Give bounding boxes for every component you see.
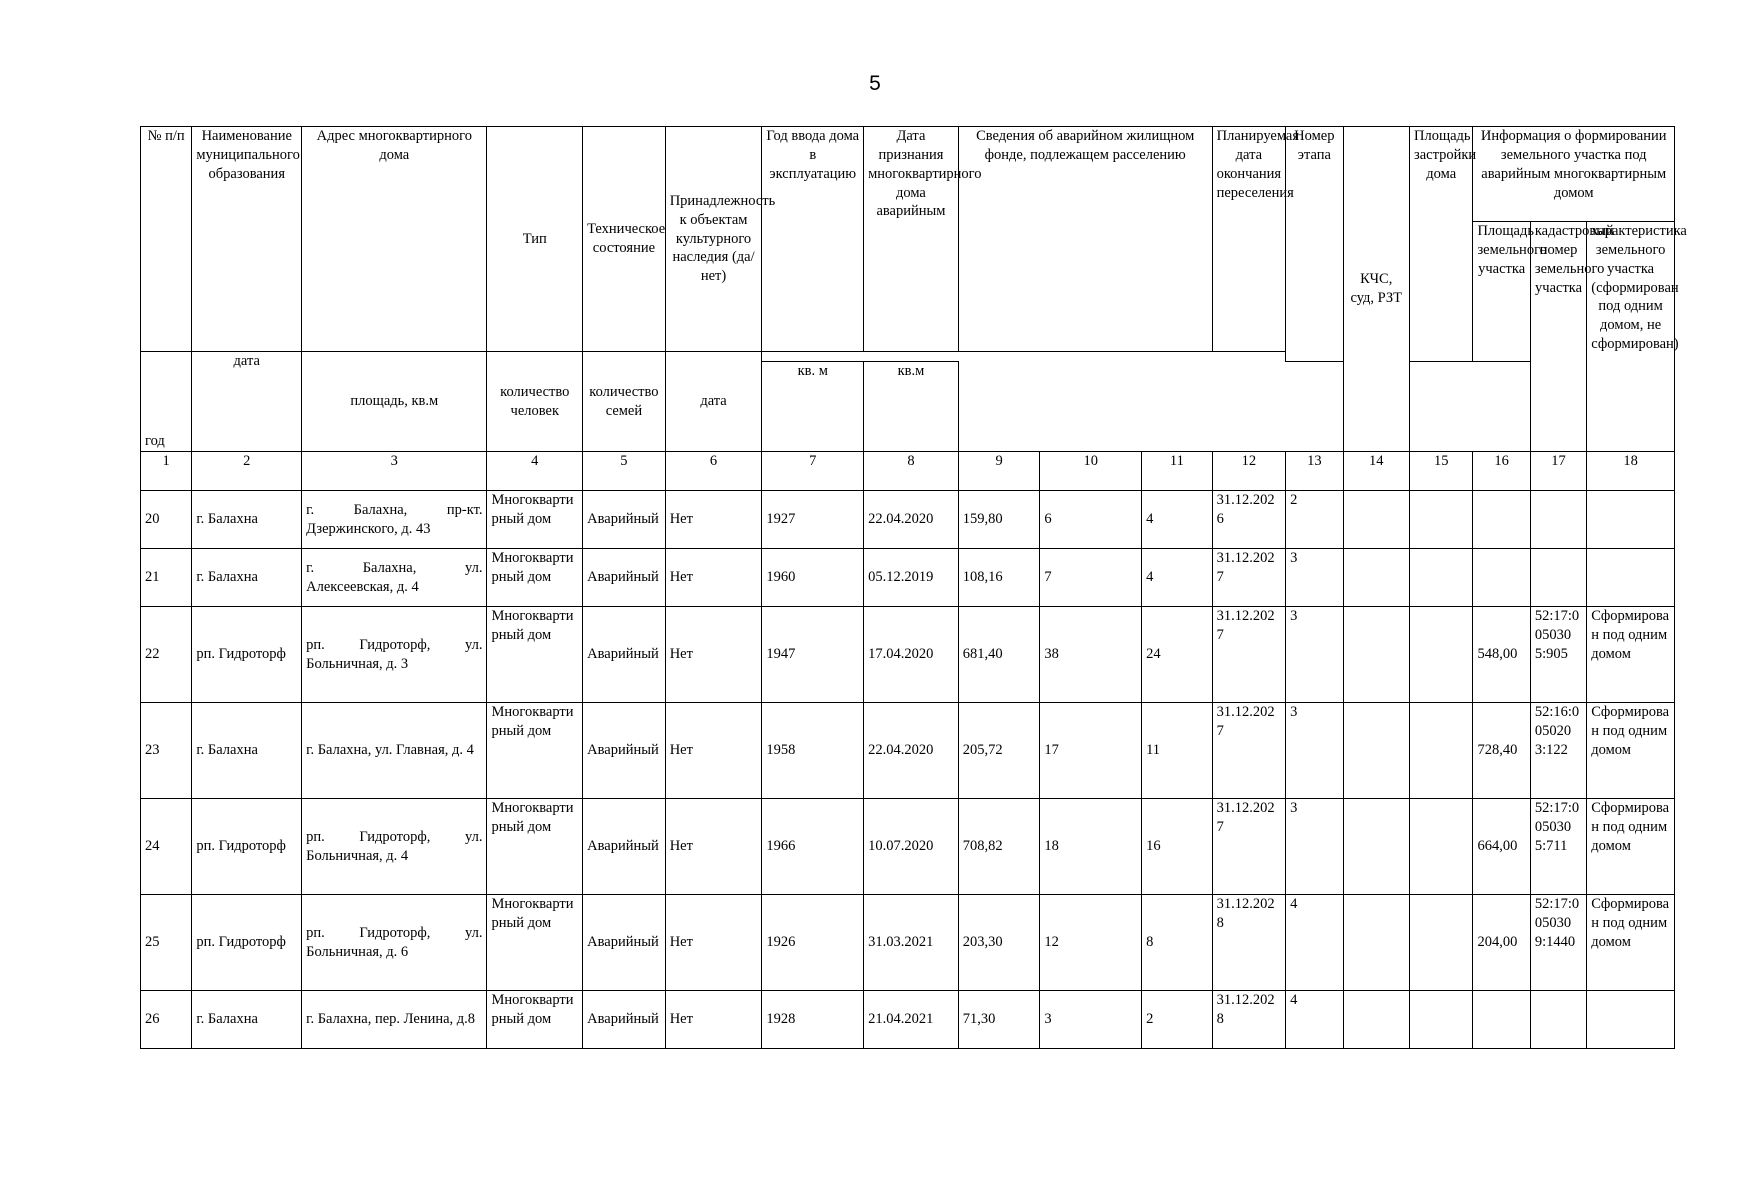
cell-planned-date: 31.12.2027 <box>1212 607 1286 703</box>
cell-people-count: 6 <box>1040 491 1142 549</box>
column-number: 2 <box>192 452 302 491</box>
cell-people-count: 3 <box>1040 991 1142 1049</box>
cell-condition: Аварийный <box>583 991 666 1049</box>
cell-row-number: 24 <box>141 799 192 895</box>
cell-living-area: 708,82 <box>958 799 1040 895</box>
header-cadastral: кадастровый номер земельного участка <box>1530 222 1586 452</box>
cell-year-built: 1927 <box>762 491 864 549</box>
cell-family-count: 11 <box>1142 703 1213 799</box>
cell-recognition-date: 10.07.2020 <box>864 799 959 895</box>
table-row <box>141 991 1675 1049</box>
cell-stage: 2 <box>1286 491 1343 549</box>
cell-stage: 4 <box>1286 991 1343 1049</box>
column-number: 18 <box>1587 452 1675 491</box>
header-planned: Планируемая дата окончания переселения <box>1212 127 1286 352</box>
cell-kchs <box>1343 703 1409 799</box>
table-row <box>141 607 1675 703</box>
cell-year-built: 1928 <box>762 991 864 1049</box>
table-row <box>141 549 1675 607</box>
cell-cadastral-number <box>1530 991 1586 1049</box>
column-number: 16 <box>1473 452 1530 491</box>
cell-land-area <box>1473 549 1530 607</box>
column-number: 4 <box>487 452 583 491</box>
cell-municipality: г. Балахна <box>192 491 302 549</box>
cell-heritage: Нет <box>665 549 762 607</box>
cell-planned-date: 31.12.2027 <box>1212 799 1286 895</box>
header-year: Год ввода дома в эксплуатацию <box>762 127 864 352</box>
header-land-info: Информация о формировании земельного участка под аварийным многоквартирным домом <box>1473 127 1675 222</box>
cell-heritage: Нет <box>665 991 762 1049</box>
cell-living-area: 159,80 <box>958 491 1040 549</box>
cell-build-area <box>1410 991 1473 1049</box>
cell-family-count: 8 <box>1142 895 1213 991</box>
header-build-area-unit: кв. м <box>762 362 864 452</box>
cell-house-type: Многоквартирный дом <box>487 491 583 549</box>
cell-house-type: Многоквартирный дом <box>487 799 583 895</box>
header-recog-date: Дата признания многоквартирного дома аварийным <box>864 127 959 352</box>
cell-people-count: 7 <box>1040 549 1142 607</box>
cell-living-area: 71,30 <box>958 991 1040 1049</box>
header-land-char: характеристика земельного участка (сформирован под одним домом, не сформирован) <box>1587 222 1675 452</box>
cell-condition: Аварийный <box>583 703 666 799</box>
column-number: 14 <box>1343 452 1409 491</box>
cell-land-area: 204,00 <box>1473 895 1530 991</box>
cell-stage: 4 <box>1286 895 1343 991</box>
cell-house-type: Многоквартирный дом <box>487 549 583 607</box>
table-row <box>141 799 1675 895</box>
cell-cadastral-number: 52:17:0050305:711 <box>1530 799 1586 895</box>
cell-municipality: г. Балахна <box>192 703 302 799</box>
cell-row-number: 26 <box>141 991 192 1049</box>
cell-people-count: 18 <box>1040 799 1142 895</box>
cell-build-area <box>1410 799 1473 895</box>
header-num: № п/п <box>141 127 192 352</box>
cell-municipality: г. Балахна <box>192 991 302 1049</box>
cell-kchs <box>1343 607 1409 703</box>
cell-planned-date: 31.12.2027 <box>1212 703 1286 799</box>
cell-year-built: 1960 <box>762 549 864 607</box>
cell-cadastral-number: 52:17:0050309:1440 <box>1530 895 1586 991</box>
header-type: Тип <box>487 127 583 352</box>
cell-land-area: 548,00 <box>1473 607 1530 703</box>
column-number: 15 <box>1410 452 1473 491</box>
cell-stage: 3 <box>1286 549 1343 607</box>
cell-kchs <box>1343 895 1409 991</box>
cell-year-built: 1947 <box>762 607 864 703</box>
header-people: количество человек <box>487 352 583 452</box>
header-recog-date-unit: дата <box>192 352 302 452</box>
cell-family-count: 2 <box>1142 991 1213 1049</box>
cell-address: г. Балахна, пер. Ленина, д.8 <box>302 991 487 1049</box>
column-number: 5 <box>583 452 666 491</box>
cell-kchs <box>1343 491 1409 549</box>
cell-house-type: Многоквартирный дом <box>487 703 583 799</box>
cell-land-characteristic: Сформирован под одним домом <box>1587 607 1675 703</box>
header-land-area-unit: кв.м <box>864 362 959 452</box>
cell-land-characteristic <box>1587 549 1675 607</box>
cell-recognition-date: 22.04.2020 <box>864 491 959 549</box>
cell-living-area: 681,40 <box>958 607 1040 703</box>
cell-build-area <box>1410 607 1473 703</box>
cell-land-characteristic: Сформирован под одним домом <box>1587 895 1675 991</box>
cell-land-area <box>1473 491 1530 549</box>
cell-planned-date: 31.12.2026 <box>1212 491 1286 549</box>
cell-people-count: 38 <box>1040 607 1142 703</box>
cell-kchs <box>1343 799 1409 895</box>
cell-heritage: Нет <box>665 491 762 549</box>
cell-family-count: 4 <box>1142 549 1213 607</box>
cell-year-built: 1926 <box>762 895 864 991</box>
cell-municipality: рп. Гидроторф <box>192 607 302 703</box>
cell-heritage: Нет <box>665 703 762 799</box>
header-kchs: КЧС, суд, РЗТ <box>1343 127 1409 452</box>
cell-address: рп. Гидроторф, ул. Больничная, д. 6 <box>302 895 487 991</box>
cell-build-area <box>1410 491 1473 549</box>
cell-heritage: Нет <box>665 895 762 991</box>
cell-row-number: 23 <box>141 703 192 799</box>
cell-land-characteristic: Сформирован под одним домом <box>1587 703 1675 799</box>
cell-recognition-date: 22.04.2020 <box>864 703 959 799</box>
cell-row-number: 21 <box>141 549 192 607</box>
cell-recognition-date: 31.03.2021 <box>864 895 959 991</box>
cell-municipality: г. Балахна <box>192 549 302 607</box>
column-number: 1 <box>141 452 192 491</box>
column-number: 13 <box>1286 452 1343 491</box>
cell-condition: Аварийный <box>583 491 666 549</box>
cell-cadastral-number: 52:17:0050305:905 <box>1530 607 1586 703</box>
cell-stage: 3 <box>1286 607 1343 703</box>
cell-stage: 3 <box>1286 703 1343 799</box>
cell-condition: Аварийный <box>583 895 666 991</box>
table-row <box>141 703 1675 799</box>
cell-build-area <box>1410 703 1473 799</box>
cell-planned-date: 31.12.2028 <box>1212 895 1286 991</box>
table-row <box>141 491 1675 549</box>
cell-people-count: 12 <box>1040 895 1142 991</box>
cell-heritage: Нет <box>665 607 762 703</box>
cell-condition: Аварийный <box>583 549 666 607</box>
header-area: площадь, кв.м <box>302 352 487 452</box>
cell-kchs <box>1343 991 1409 1049</box>
cell-land-area <box>1473 991 1530 1049</box>
header-land-area: Площадь земельного участка <box>1473 222 1530 362</box>
cell-recognition-date: 21.04.2021 <box>864 991 959 1049</box>
cell-living-area: 203,30 <box>958 895 1040 991</box>
cell-kchs <box>1343 549 1409 607</box>
cell-year-built: 1958 <box>762 703 864 799</box>
table-row <box>141 895 1675 991</box>
cell-land-characteristic <box>1587 991 1675 1049</box>
cell-house-type: Многоквартирный дом <box>487 607 583 703</box>
cell-address: г. Балахна, пр-кт. Дзержинского, д. 43 <box>302 491 487 549</box>
header-families: количество семей <box>583 352 666 452</box>
cell-municipality: рп. Гидроторф <box>192 799 302 895</box>
cell-build-area <box>1410 549 1473 607</box>
cell-stage: 3 <box>1286 799 1343 895</box>
cell-planned-date: 31.12.2027 <box>1212 549 1286 607</box>
cell-address: рп. Гидроторф, ул. Больничная, д. 3 <box>302 607 487 703</box>
column-number: 10 <box>1040 452 1142 491</box>
cell-recognition-date: 05.12.2019 <box>864 549 959 607</box>
column-number: 12 <box>1212 452 1286 491</box>
cell-condition: Аварийный <box>583 607 666 703</box>
cell-land-area: 664,00 <box>1473 799 1530 895</box>
header-heritage: Принадлежность к объектам культурного наследия (да/нет) <box>665 127 762 352</box>
cell-row-number: 20 <box>141 491 192 549</box>
cell-condition: Аварийный <box>583 799 666 895</box>
header-emergency: Сведения об аварийном жилищном фонде, подлежащем расселению <box>958 127 1212 352</box>
column-number: 17 <box>1530 452 1586 491</box>
column-number: 11 <box>1142 452 1213 491</box>
header-build-area: Площадь застройки дома <box>1410 127 1473 362</box>
cell-build-area <box>1410 895 1473 991</box>
column-number: 7 <box>762 452 864 491</box>
column-number: 3 <box>302 452 487 491</box>
cell-house-type: Многоквартирный дом <box>487 895 583 991</box>
column-number: 9 <box>958 452 1040 491</box>
header-planned-unit: дата <box>665 352 762 452</box>
cell-planned-date: 31.12.2028 <box>1212 991 1286 1049</box>
cell-family-count: 16 <box>1142 799 1213 895</box>
column-number: 6 <box>665 452 762 491</box>
header-municipality: Наименование муниципального образования <box>192 127 302 352</box>
cell-living-area: 108,16 <box>958 549 1040 607</box>
cell-land-characteristic: Сформирован под одним домом <box>1587 799 1675 895</box>
cell-people-count: 17 <box>1040 703 1142 799</box>
header-year-unit: год <box>141 352 192 452</box>
cell-recognition-date: 17.04.2020 <box>864 607 959 703</box>
cell-family-count: 4 <box>1142 491 1213 549</box>
cell-heritage: Нет <box>665 799 762 895</box>
emergency-housing-table <box>140 126 1687 1049</box>
column-number-row <box>141 452 1675 491</box>
cell-cadastral-number <box>1530 491 1586 549</box>
cell-address: г. Балахна, ул. Алексеевская, д. 4 <box>302 549 487 607</box>
cell-row-number: 22 <box>141 607 192 703</box>
cell-cadastral-number: 52:16:0050203:122 <box>1530 703 1586 799</box>
cell-land-area: 728,40 <box>1473 703 1530 799</box>
cell-cadastral-number <box>1530 549 1586 607</box>
page-number: 5 <box>869 72 881 95</box>
column-number: 8 <box>864 452 959 491</box>
header-stage: Номер этапа <box>1286 127 1343 362</box>
cell-year-built: 1966 <box>762 799 864 895</box>
header-address: Адрес многоквартирного дома <box>302 127 487 352</box>
cell-family-count: 24 <box>1142 607 1213 703</box>
header-condition: Техническое состояние <box>583 127 666 352</box>
cell-row-number: 25 <box>141 895 192 991</box>
cell-land-characteristic <box>1587 491 1675 549</box>
cell-address: г. Балахна, ул. Главная, д. 4 <box>302 703 487 799</box>
cell-house-type: Многоквартирный дом <box>487 991 583 1049</box>
cell-municipality: рп. Гидроторф <box>192 895 302 991</box>
cell-living-area: 205,72 <box>958 703 1040 799</box>
cell-address: рп. Гидроторф, ул. Больничная, д. 4 <box>302 799 487 895</box>
